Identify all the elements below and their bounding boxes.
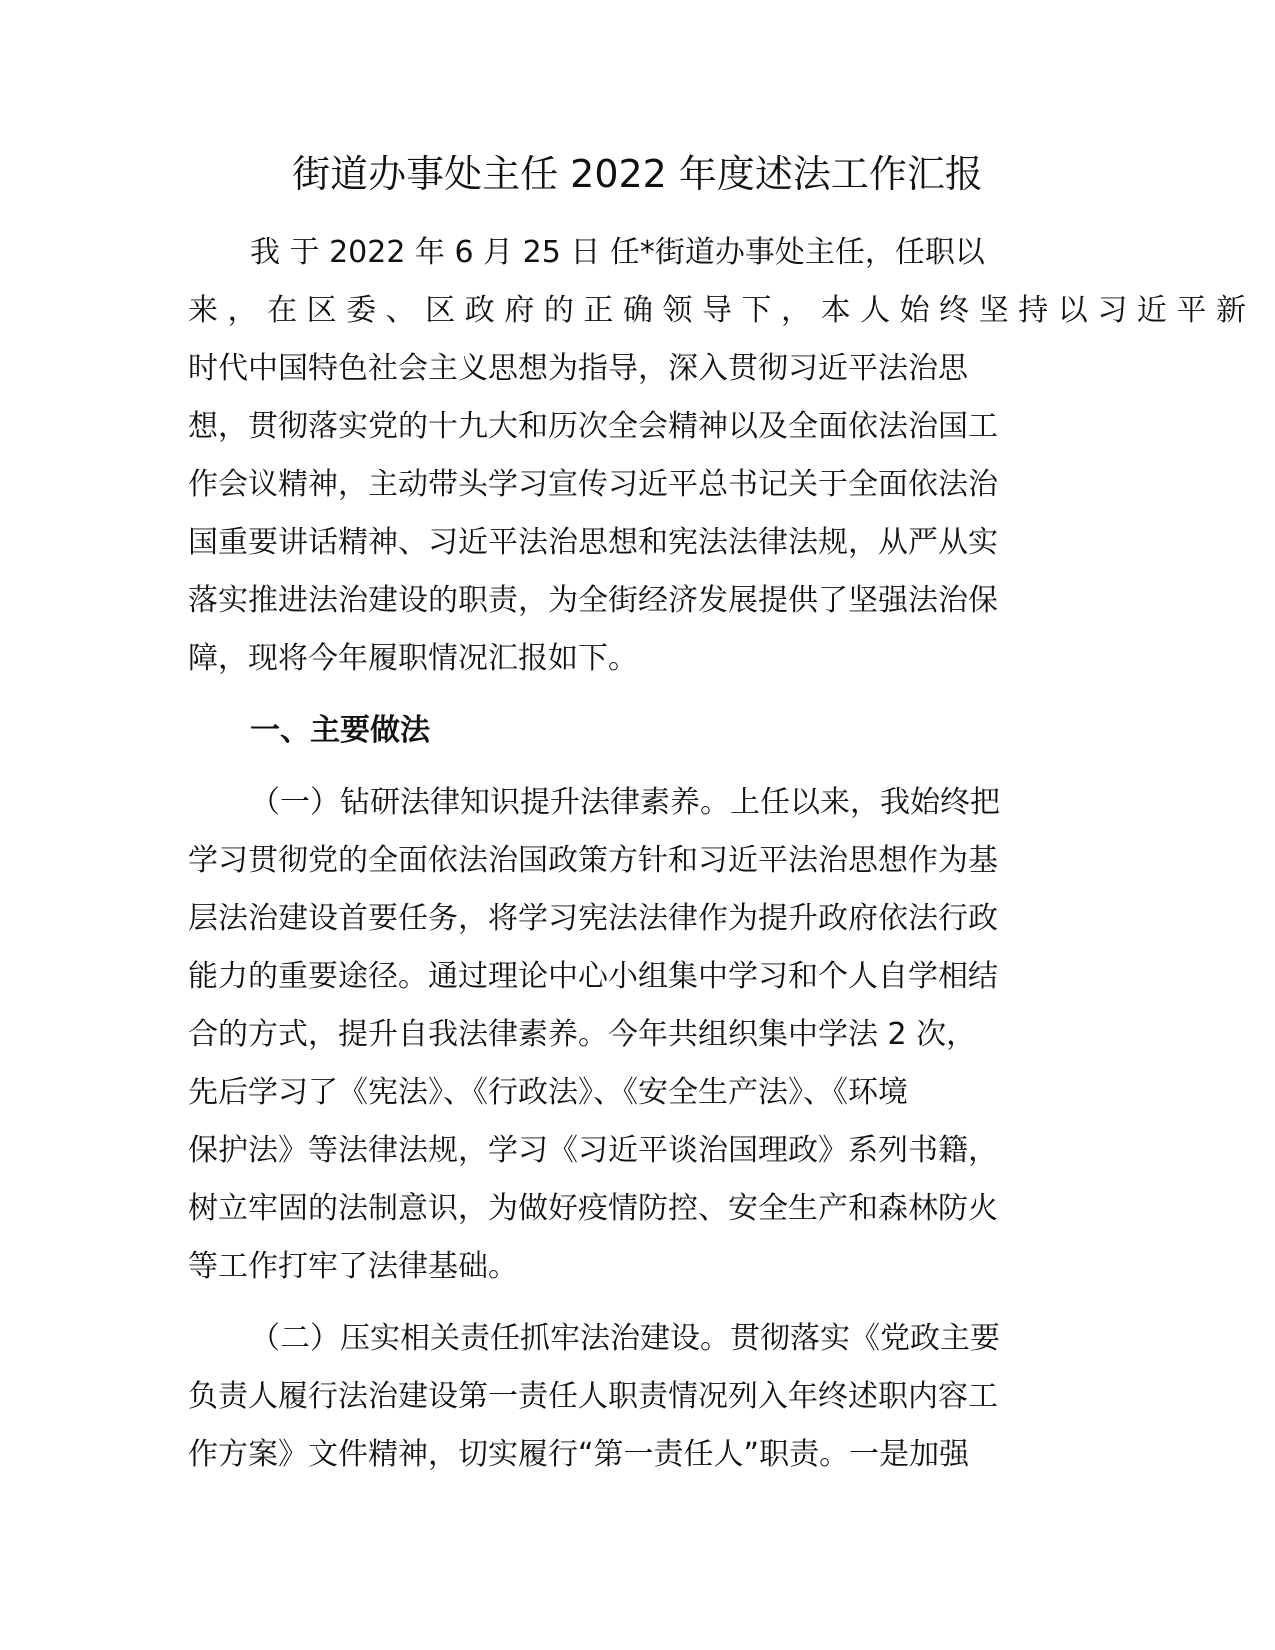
paragraph-line: 作方案》文件精神，切实履行“第一责任人”职责。一是加强 — [188, 1437, 970, 1472]
paragraph-line: 想，贯彻落实党的十九大和历次全会精神以及全面依法治国工 — [188, 409, 998, 444]
paragraph-line: 来 ， 在 区 委 、 区 政 府 的 正 确 领 导 下 ， 本 人 始 终 坚 持 以 习 近 平 新 — [188, 293, 1246, 328]
paragraph-line: 国重要讲话精神、习近平法治思想和宪法法律法规，从严从实 — [188, 525, 998, 560]
paragraph-line: 障，现将今年履职情况汇报如下。 — [188, 641, 638, 676]
paragraph-line: 作会议精神，主动带头学习宣传习近平总书记关于全面依法治 — [188, 467, 998, 502]
paragraph-line: 学习贯彻党的全面依法治国政策方针和习近平法治思想作为基 — [188, 843, 998, 878]
intro-paragraph — [188, 224, 1246, 688]
paragraph-line: 等工作打牢了法律基础。 — [188, 1249, 518, 1284]
paragraph-line: 保护法》等法律法规，学习《习近平谈治国理政》系列书籍， — [188, 1133, 998, 1168]
paragraph-line: （二）压实相关责任抓牢法治建设。贯彻落实《党政主要 — [250, 1321, 1000, 1356]
paragraph-line: 合的方式，提升自我法律素养。今年共组织集中学法 2 次， — [188, 1017, 977, 1052]
subsection-1 — [188, 774, 1088, 1296]
paragraph-line: 负责人履行法治建设第一责任人职责情况列入年终述职内容工 — [188, 1379, 998, 1414]
section-heading: 一、主要做法 — [250, 713, 430, 748]
paragraph-line: 树立牢固的法制意识，为做好疫情防控、安全生产和森林防火 — [188, 1191, 998, 1226]
document-title: 街道办事处主任 2022 年度述法工作汇报 — [292, 152, 983, 196]
document-body — [188, 224, 1246, 1484]
paragraph-line: 时代中国特色社会主义思想为指导，深入贯彻习近平法治思 — [188, 351, 968, 386]
paragraph-line: 层法治建设首要任务，将学习宪法法律作为提升政府依法行政 — [188, 901, 998, 936]
paragraph-line: 落实推进法治建设的职责，为全街经济发展提供了坚强法治保 — [188, 583, 998, 618]
paragraph-line: （一）钻研法律知识提升法律素养。上任以来，我始终把 — [250, 785, 1000, 820]
subsection-2 — [188, 1310, 1088, 1484]
paragraph-line: 我 于 2022 年 6 月 25 日 任*街道办事处主任，任职以 — [250, 235, 985, 270]
paragraph-line: 先后学习了《宪法》、《行政法》、《安全生产法》、《环境 — [188, 1075, 908, 1110]
paragraph-line: 能力的重要途径。通过理论中心小组集中学习和个人自学相结 — [188, 959, 998, 994]
